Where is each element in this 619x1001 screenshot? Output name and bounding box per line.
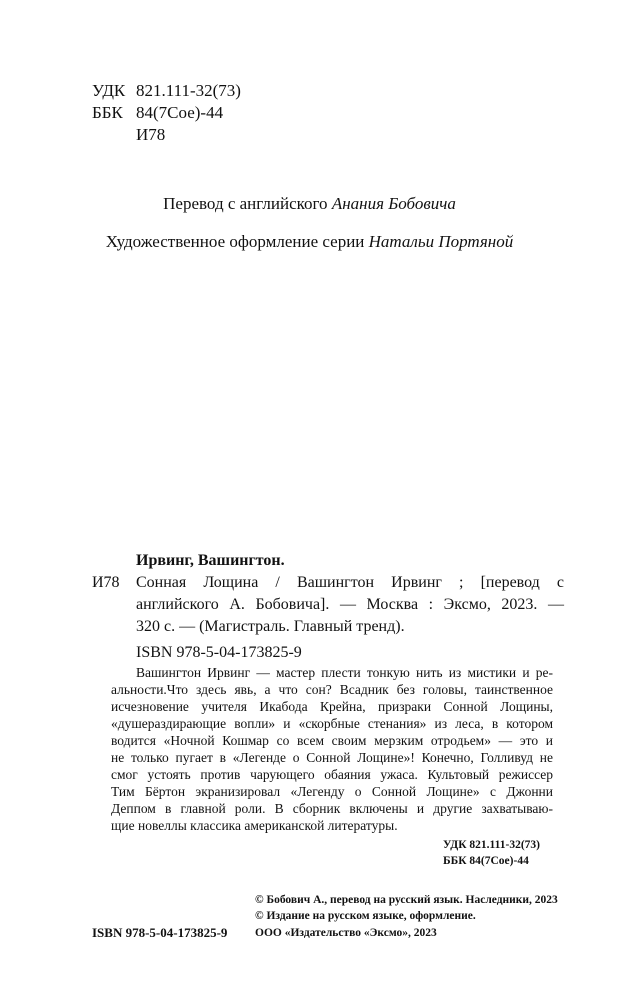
catalog-isbn: ISBN 978-5-04-173825-9	[136, 644, 302, 661]
footer-isbn: ISBN 978-5-04-173825-9	[92, 925, 228, 940]
annotation-bbk: ББК 84(7Сое)-44	[443, 855, 529, 867]
translation-prefix: Перевод с английского	[163, 194, 332, 213]
copyright-translation: © Бобович А., перевод на русский язык. Наследники, 2023	[255, 894, 558, 906]
annotation-udk: УДК 821.111-32(73)	[443, 839, 540, 851]
annotation-line: Вашингтон Ирвинг — мастер плести тонкую нить из мистики и ре-	[136, 665, 553, 680]
annotation-line: щие новеллы классика американской литературы.	[111, 818, 398, 833]
catalog-line: 320 с. — (Магистраль. Главный тренд).	[136, 618, 405, 635]
annotation-line: «душераздирающие вопли» и «скорбные стенания» из леса, в котором	[111, 716, 553, 731]
design-credit	[0, 232, 619, 252]
catalog-heading: Ирвинг, Вашингтон.	[136, 552, 285, 569]
translation-credit	[0, 194, 619, 214]
bbk-value: 84(7Сое)-44	[136, 103, 224, 122]
designer-name: Натальи Портяной	[368, 232, 514, 251]
annotation-line: смог устоять против чарующего обаяния ужаса. Культовый режиссер	[111, 767, 553, 782]
annotation-line: Деппом в главной роли. В сборник включены и другие захватываю-	[111, 801, 553, 816]
annotation-line: альности.Что здесь явь, а что сон? Всадник без головы, таинственное	[111, 682, 553, 697]
author-sign: И78	[136, 125, 166, 144]
annotation-line: водится «Ночной Кошмар со всем своим мерзким отродьем» — это и	[111, 733, 553, 748]
annotation-line: исчезновение учителя Икабода Крейна, призраки Сонной Лощины,	[111, 699, 553, 714]
annotation-line: не только пугает в «Легенде о Сонной Лощине»! Конечно, Голливуд не	[111, 750, 553, 765]
catalog-line: Сонная Лощина / Вашингтон Ирвинг ; [перевод с	[136, 574, 564, 591]
udk-label: УДК	[92, 81, 126, 100]
udk-value: 821.111-32(73)	[136, 81, 241, 100]
annotation-line: Тим Бёртон экранизировал «Легенду о Сонной Лощине» с Джонни	[111, 784, 553, 799]
copyright-edition: © Издание на русском языке, оформление.	[255, 910, 476, 922]
catalog-sign: И78	[92, 574, 120, 591]
publisher-copyright: ООО «Издательство «Эксмо», 2023	[255, 927, 437, 939]
catalog-line: английского А. Бобовича]. — Москва : Эксмо, 2023. —	[136, 596, 564, 613]
bbk-label: ББК	[92, 103, 123, 122]
translator-name: Анания Бобовича	[331, 194, 456, 213]
design-prefix: Художественное оформление серии	[105, 232, 369, 251]
